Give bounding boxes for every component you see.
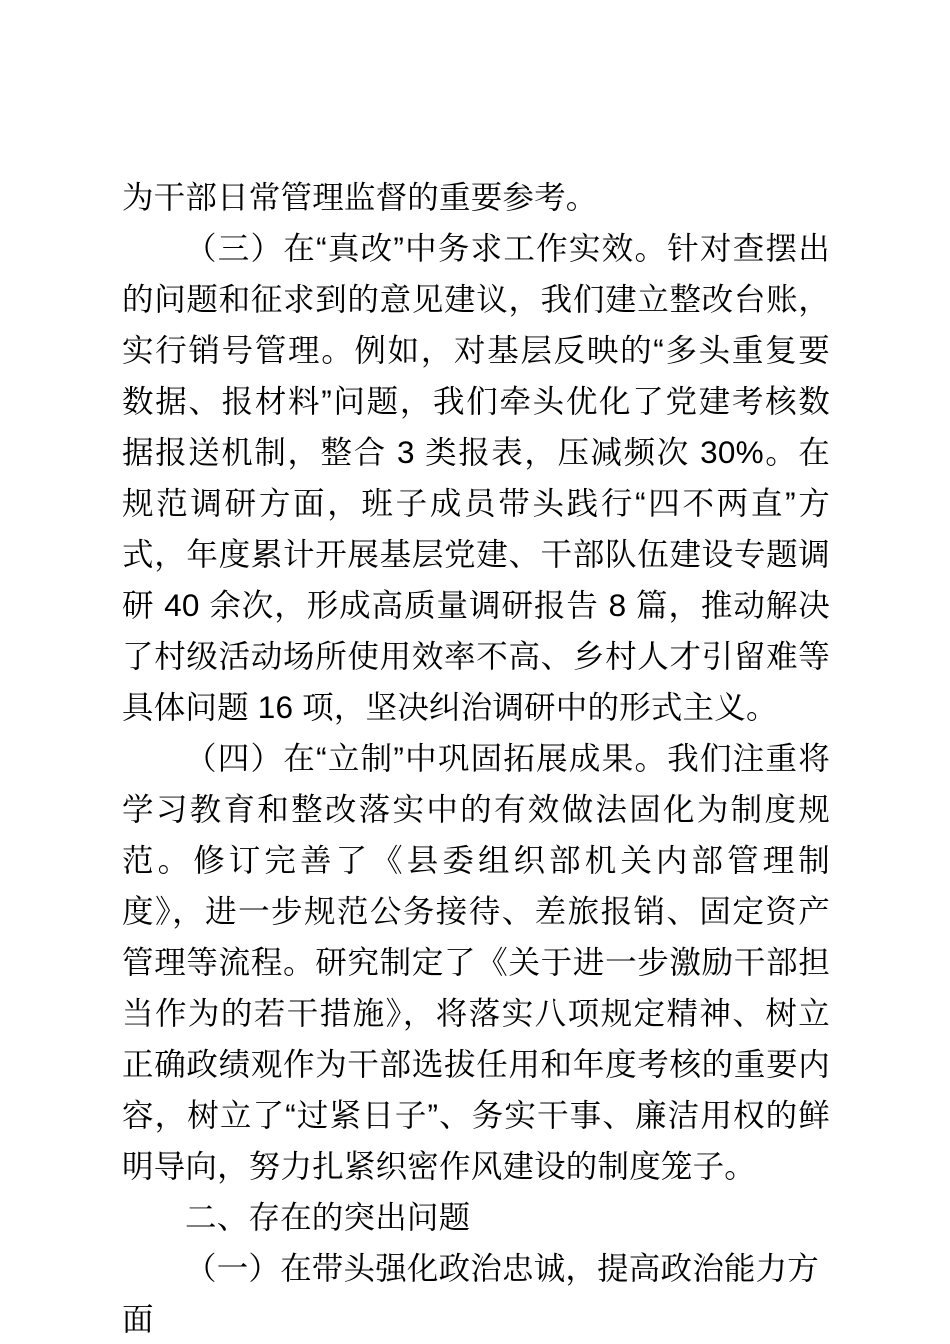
page-text-column (122, 172, 830, 1344)
paragraph-section-four: （四）在“立制”中巩固拓展成果。我们注重将学习教育和整改落实中的有效做法固化为制度规范。修订完善了《县委组织部机关内部管理制度》，进一步规范公务接待、差旅报销、固定资产管理等流程。研究制定了《关于进一步激励干部担当作为的若干措施》，将落实八项规定精神、树立正确政绩观作为干部选拔任用和年度考核的重要内容，树立了“过紧日子”、务实干事、廉洁用权的鲜明导向，努力扎紧织密作风建设的制度笼子。 (122, 740, 830, 1184)
heading-section-two: 二、存在的突出问题 (185, 1199, 471, 1235)
paragraph-continuation: 为干部日常管理监督的重要参考。 (122, 179, 598, 215)
subheading-section-two-item-one: （一）在带头强化政治忠诚，提高政治能力方面 (122, 1250, 820, 1337)
paragraph-section-three: （三）在“真改”中务求工作实效。针对查摆出的问题和征求到的意见建议，我们建立整改台账，实行销号管理。例如，对基层反映的“多头重复要数据、报材料”问题，我们牵头优化了党建考核数据报送机制，整合 3 类报表，压减频次 30%。在规范调研方面，班子成员带头践行“四不两直”方式，年度累计开展基层党建、干部队伍建设专题调研 40 余次，形成高质量调研报告 8 篇，推动解决了村级活动场所使用效率不高、乡村人才引留难等具体问题 16 项，坚决纠治调研中的形式主义。 (122, 230, 830, 725)
